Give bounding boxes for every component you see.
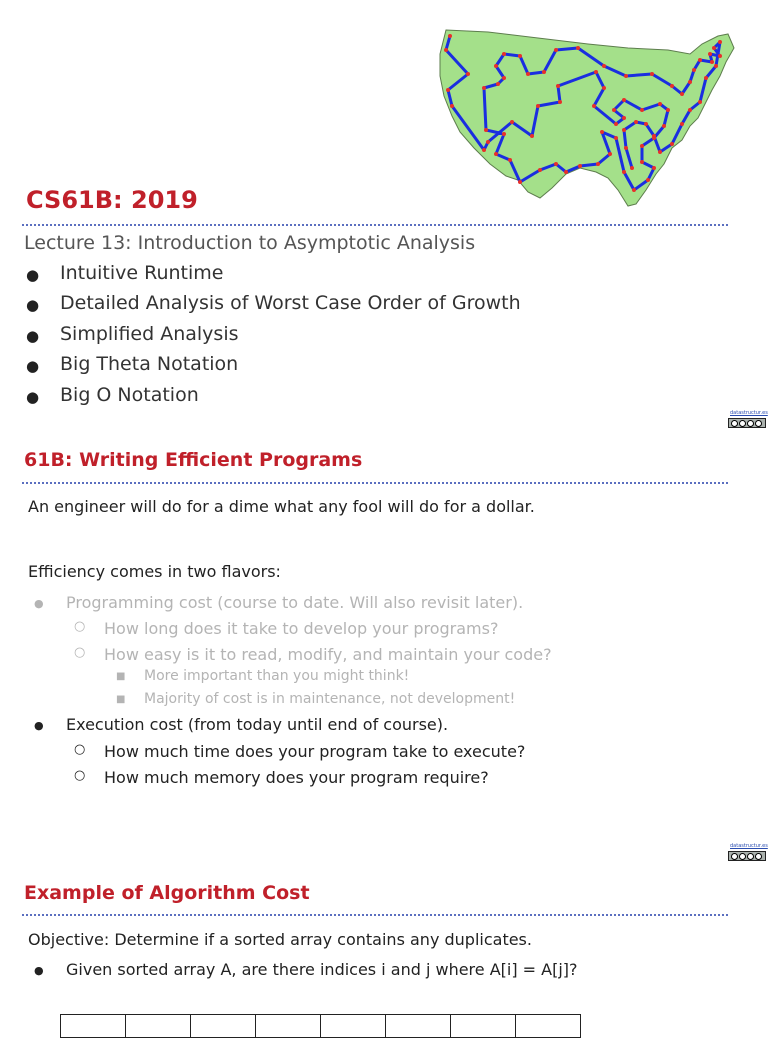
city-point: [502, 132, 506, 136]
city-point: [530, 134, 534, 138]
city-point: [612, 108, 616, 112]
city-point: [496, 82, 500, 86]
city-point: [640, 160, 644, 164]
cc-icon: [728, 851, 766, 861]
city-point: [576, 46, 580, 50]
city-point: [652, 166, 656, 170]
city-point: [630, 166, 634, 170]
city-point: [622, 116, 626, 120]
bullet-marker: ●: [34, 964, 44, 977]
programming-subsub-item: Majority of cost is in maintenance, not development!: [144, 691, 516, 707]
city-point: [614, 122, 618, 126]
city-point: [602, 86, 606, 90]
bullet-marker: ●: [26, 296, 40, 314]
city-point: [510, 120, 514, 124]
array-cell: [321, 1015, 386, 1038]
city-point: [536, 104, 540, 108]
city-point: [554, 162, 558, 166]
city-point: [448, 34, 452, 38]
array-cell: [516, 1015, 581, 1038]
circle-marker: ○: [74, 768, 86, 783]
city-point: [600, 130, 604, 134]
slide1-title: CS61B: 2019: [26, 186, 198, 214]
city-point: [596, 162, 600, 166]
city-point: [466, 72, 470, 76]
programming-sub-item: How easy is it to read, modify, and maintain your code?: [104, 645, 552, 664]
city-point: [650, 72, 654, 76]
array-cell: [191, 1015, 256, 1038]
city-point: [624, 74, 628, 78]
city-point: [578, 164, 582, 168]
city-point: [692, 68, 696, 72]
city-point: [614, 136, 618, 140]
city-point: [640, 144, 644, 148]
city-point: [708, 52, 712, 56]
city-point: [482, 148, 486, 152]
city-point: [710, 60, 714, 64]
city-point: [640, 108, 644, 112]
cc-link[interactable]: datastructur.es: [730, 843, 768, 849]
city-point: [662, 124, 666, 128]
city-point: [718, 40, 722, 44]
slide2-quote: An engineer will do for a dime what any fool will do for a dollar.: [28, 497, 535, 516]
city-point: [564, 170, 568, 174]
bullet-marker: ●: [26, 266, 40, 284]
city-point: [450, 104, 454, 108]
cc-license-badge[interactable]: [728, 843, 766, 859]
array-cell: [451, 1015, 516, 1038]
bullet-marker: ●: [34, 597, 44, 610]
city-point: [526, 72, 530, 76]
city-point: [698, 58, 702, 62]
city-point: [538, 168, 542, 172]
slide3-divider: [22, 914, 728, 916]
city-point: [624, 146, 628, 150]
slide1-bullet: Simplified Analysis: [60, 323, 239, 345]
city-point: [484, 128, 488, 132]
array-cell: [386, 1015, 451, 1038]
city-point: [634, 120, 638, 124]
slide2-title: 61B: Writing Efficient Programs: [24, 449, 363, 471]
city-point: [494, 152, 498, 156]
slide1-bullet: Detailed Analysis of Worst Case Order of Growth: [60, 292, 521, 314]
us-map-tsp-route: [428, 14, 748, 214]
city-point: [494, 64, 498, 68]
city-point: [632, 188, 636, 192]
array-cell: [126, 1015, 191, 1038]
city-point: [688, 108, 692, 112]
city-point: [622, 170, 626, 174]
slide2-intro: Efficiency comes in two flavors:: [28, 562, 281, 581]
slide3-title: Example of Algorithm Cost: [24, 882, 310, 904]
slide1-bullet: Big Theta Notation: [60, 353, 239, 375]
city-point: [518, 54, 522, 58]
city-point: [644, 122, 648, 126]
bullet-marker: ●: [26, 357, 40, 375]
slide2-divider: [22, 482, 728, 484]
bullet-marker: ●: [34, 719, 44, 732]
city-point: [554, 48, 558, 52]
programming-subsub-item: More important than you might think!: [144, 668, 410, 684]
city-point: [704, 76, 708, 80]
programming-sub-item: How long does it take to develop your programs?: [104, 619, 499, 638]
bullet-marker: ●: [26, 388, 40, 406]
city-point: [558, 100, 562, 104]
city-point: [542, 70, 546, 74]
slide1-bullet: Intuitive Runtime: [60, 262, 224, 284]
city-point: [444, 48, 448, 52]
square-marker: ■: [116, 694, 126, 705]
city-point: [482, 86, 486, 90]
execution-sub-item: How much memory does your program require?: [104, 768, 489, 787]
city-point: [646, 178, 650, 182]
slide3-objective: Objective: Determine if a sorted array contains any duplicates.: [28, 930, 532, 949]
city-point: [670, 142, 674, 146]
slide1-subtitle: Lecture 13: Introduction to Asymptotic Analysis: [24, 232, 476, 254]
city-point: [680, 92, 684, 96]
city-point: [592, 104, 596, 108]
city-point: [594, 70, 598, 74]
array-cell: [256, 1015, 321, 1038]
execution-sub-item: How much time does your program take to execute?: [104, 742, 526, 761]
cc-link[interactable]: datastructur.es: [730, 410, 768, 416]
city-point: [518, 180, 522, 184]
circle-marker: ○: [74, 645, 86, 660]
programming-cost-item: Programming cost (course to date. Will also revisit later).: [66, 593, 524, 612]
circle-marker: ○: [74, 742, 86, 757]
array-cell: [61, 1015, 126, 1038]
city-point: [680, 122, 684, 126]
city-point: [556, 84, 560, 88]
cc-license-badge[interactable]: [728, 410, 766, 426]
execution-cost-item: Execution cost (from today until end of course).: [66, 715, 449, 734]
city-point: [718, 54, 722, 58]
city-point: [714, 64, 718, 68]
city-point: [666, 108, 670, 112]
city-point: [486, 140, 490, 144]
city-point: [502, 76, 506, 80]
city-point: [670, 84, 674, 88]
city-point: [712, 46, 716, 50]
city-point: [652, 134, 656, 138]
city-point: [658, 102, 662, 106]
table-row: [61, 1015, 581, 1038]
slide1-divider: [22, 224, 728, 226]
city-point: [508, 158, 512, 162]
city-point: [608, 152, 612, 156]
bullet-marker: ●: [26, 327, 40, 345]
city-point: [502, 52, 506, 56]
city-point: [658, 150, 662, 154]
square-marker: ■: [116, 671, 126, 682]
cc-icon: [728, 418, 766, 428]
city-point: [688, 80, 692, 84]
circle-marker: ○: [74, 619, 86, 634]
slide3-bullet: Given sorted array A, are there indices i and j where A[i] = A[j]?: [66, 960, 578, 979]
city-point: [446, 88, 450, 92]
city-point: [622, 128, 626, 132]
slide1-bullet: Big O Notation: [60, 384, 199, 406]
city-point: [602, 64, 606, 68]
city-point: [698, 100, 702, 104]
city-point: [622, 98, 626, 102]
array-table: [60, 1014, 581, 1038]
